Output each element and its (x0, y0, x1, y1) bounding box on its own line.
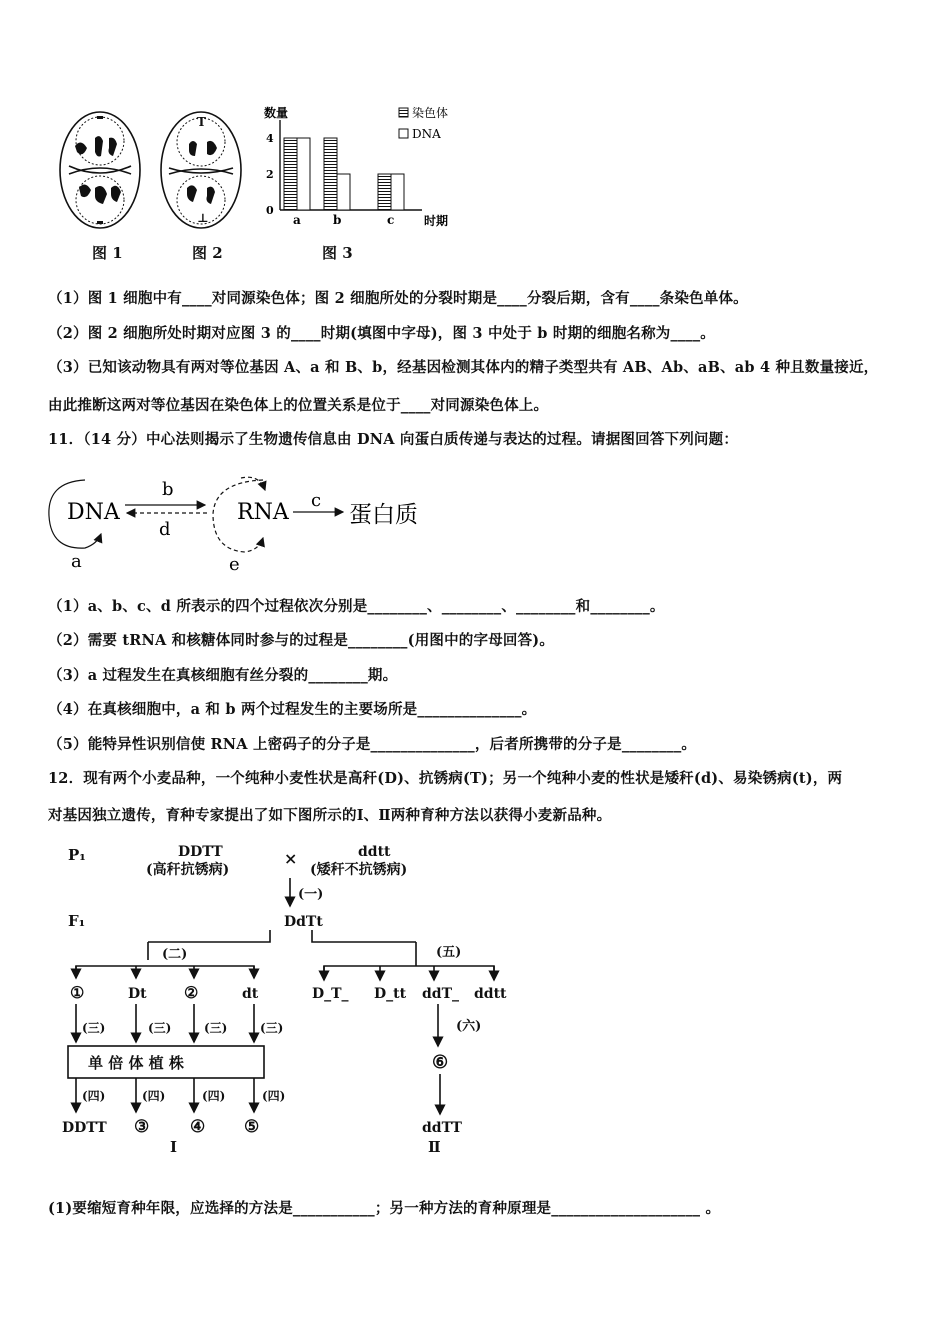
figure-2-cell (155, 108, 247, 233)
step-four-label-2: (四) (142, 1089, 166, 1103)
gamete-1: ① (70, 983, 85, 1002)
f2-genotype-1: D_T_ (312, 986, 349, 1002)
y-tick-label: 2 (266, 168, 274, 181)
parent2-phenotype: (矮秆不抗锈病) (310, 862, 408, 878)
figure-1-label: 图 1 (92, 244, 123, 262)
gamete-4: dt (242, 986, 259, 1002)
step-three-label-1: (三) (82, 1021, 106, 1035)
result-3: ④ (190, 1117, 206, 1137)
gamete-2: Dt (128, 986, 147, 1002)
haploid-plants: 单 倍 体 植 株 (88, 1054, 184, 1072)
final-genotype: ddTT (422, 1120, 462, 1136)
result-1: DDTT (62, 1120, 107, 1136)
breeding-diagram (60, 838, 520, 1158)
q11-line-5: （5）能特异性识别信使 RNA 上密码子的分子是______________，后者所携带的分子是________。 (48, 736, 697, 753)
parent1-genotype: DDTT (178, 844, 223, 860)
step-five-label: (五) (436, 945, 462, 960)
process-b-label: b (162, 479, 174, 500)
f1-genotype: DdTt (284, 914, 323, 930)
q12-line-2: 对基因独立遗传，育种专家提出了如下图所示的Ⅰ、Ⅱ两种育种方法以获得小麦新品种。 (48, 807, 612, 824)
step-one-label: (一) (298, 887, 324, 902)
step-four-label-3: (四) (202, 1089, 226, 1103)
bar-c-dna (391, 174, 404, 210)
svg-text:⊥: ⊥ (197, 211, 209, 225)
rna-label: RNA (237, 500, 289, 525)
result-4: ⑤ (244, 1117, 260, 1137)
step-four-label-4: (四) (262, 1089, 286, 1103)
legend-chromosome: 染色体 (412, 106, 449, 120)
bar-a-chromosome (284, 138, 297, 210)
figure-3-label: 图 3 (322, 244, 353, 262)
q11-line-3: （3）a 过程发生在真核细胞有丝分裂的________期。 (48, 667, 398, 684)
q10-line-2: （2）图 2 细胞所处时期对应图 3 的____时期(填图中字母)，图 3 中处于 b 时期的细胞名称为____。 (48, 325, 715, 342)
parent2-genotype: ddtt (358, 844, 391, 860)
y-tick-label: 4 (266, 132, 274, 145)
x-tick-label-b: b (333, 213, 342, 227)
f2-genotype-3: ddT_ (422, 986, 459, 1002)
six-label: ⑥ (432, 1052, 449, 1073)
method-2-label: Ⅱ (428, 1138, 441, 1156)
f2-genotype-4: ddtt (474, 986, 507, 1002)
q11-title: 11．（14 分）中心法则揭示了生物遗传信息由 DNA 向蛋白质传递与表达的过程。请据图回答下列问题： (48, 431, 739, 448)
q11-line-4: （4）在真核细胞中，a 和 b 两个过程发生的主要场所是______________。 (48, 701, 537, 718)
p1-label: P₁ (68, 846, 86, 864)
q10-line-4: 由此推断这两对等位基因在染色体上的位置关系是位于____对同源染色体上。 (48, 397, 549, 414)
process-c-label: c (311, 490, 322, 511)
f1-label: F₁ (68, 912, 86, 930)
svg-text:T: T (197, 115, 206, 129)
bar-c-chromosome (378, 174, 391, 210)
x-tick-label-c: c (387, 213, 395, 227)
legend-swatch-chromosome (399, 108, 408, 117)
step-four-label-1: (四) (82, 1089, 106, 1103)
step-two-label: (二) (162, 947, 188, 962)
central-dogma-diagram (45, 468, 445, 576)
result-2: ③ (134, 1117, 150, 1137)
parent1-phenotype: (高秆抗锈病) (146, 862, 230, 878)
q11-line-1: （1）a、b、c、d 所表示的四个过程依次分别是________、________、________和________。 (48, 598, 665, 615)
figure-1-cell (55, 108, 145, 233)
x-tick-label-a: a (293, 213, 301, 227)
figure-3-bar-chart (262, 100, 462, 230)
legend-dna: DNA (412, 127, 441, 141)
process-d-label: d (159, 519, 171, 540)
y-tick-label: 0 (266, 204, 274, 217)
process-a-label: a (71, 551, 82, 572)
bar-b-dna (337, 174, 350, 210)
protein-label: 蛋白质 (349, 502, 418, 528)
step-three-label-3: (三) (204, 1021, 228, 1035)
q10-line-1: （1）图 1 细胞中有____对同源染色体；图 2 细胞所处的分裂时期是____分裂后期，含有____条染色单体。 (48, 290, 748, 307)
q12-question-1: (1)要缩短育种年限，应选择的方法是___________；另一种方法的育种原理是____________________ 。 (48, 1200, 721, 1217)
cross-symbol: × (284, 849, 298, 868)
q11-line-2: （2）需要 tRNA 和核糖体同时参与的过程是________(用图中的字母回答)。 (48, 632, 555, 649)
bar-b-chromosome (324, 138, 337, 210)
x-axis-label: 时期 (424, 214, 449, 228)
f2-genotype-2: D_tt (374, 986, 407, 1002)
dna-label: DNA (67, 500, 120, 525)
bar-a-dna (297, 138, 310, 210)
gamete-3: ② (184, 983, 199, 1002)
y-axis-label: 数量 (264, 106, 289, 120)
step-six-label: (六) (456, 1019, 482, 1034)
legend-swatch-dna (399, 129, 408, 138)
q10-line-3: （3）已知该动物具有两对等位基因 A、a 和 B、b，经基因检测其体内的精子类型共有 AB、Ab、aB、ab 4 种且数量接近， (48, 359, 879, 376)
step-three-label-2: (三) (148, 1021, 172, 1035)
method-1-label: Ⅰ (170, 1138, 178, 1156)
process-e-label: e (229, 554, 240, 575)
q12-line-1: 12．现有两个小麦品种，一个纯种小麦性状是高秆(D)、抗锈病(T)；另一个纯种小麦的性状是矮秆(d)、易染锈病(t)，两 (48, 770, 843, 787)
figure-2-label: 图 2 (192, 244, 223, 262)
step-three-label-4: (三) (260, 1021, 284, 1035)
